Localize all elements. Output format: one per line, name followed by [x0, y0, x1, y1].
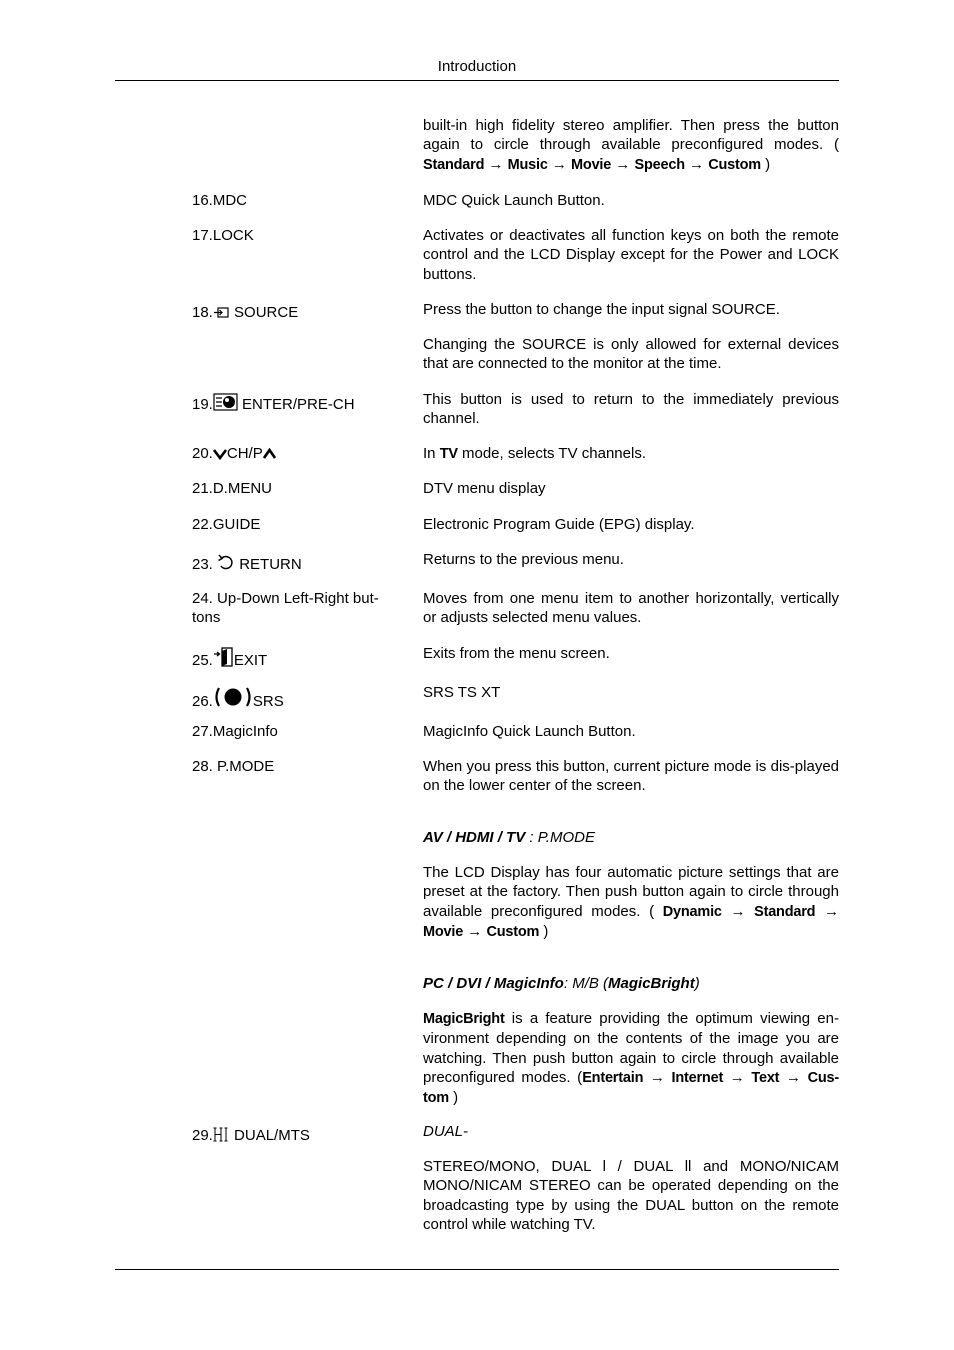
item-desc-arrow-buttons: Moves from one menu item to another horizontally, vertically or adjusts selected menu values.	[423, 590, 839, 627]
item-label-p-mode: 28. P.MODE	[192, 758, 275, 775]
mode-standard: Standard	[754, 903, 816, 920]
item-label-d-menu: 21.D.MENU	[192, 480, 273, 497]
intro-text: built-in high fidelity stereo amplifier. Then press the button again to circle through available preconfigured modes. ( Standard → Music → Movie → Speech → Custom )	[423, 117, 839, 173]
item-desc-dual-mts: STEREO/MONO, DUAL l / DUAL ll and MONO/NICAM MONO/NICAM STEREO can be operated depending on the broadcasting type by using the DUAL button on the remote control while watching TV.	[423, 1158, 839, 1233]
item-desc-enter-pre-ch: This button is used to return to the immediately previous channel.	[423, 391, 839, 428]
item-desc-p-mode: When you press this button, current picture mode is dis-played on the lower center of the screen.	[423, 758, 839, 795]
footer-divider	[115, 1269, 839, 1270]
item-desc-source-note: Changing the SOURCE is only allowed for external devices that are connected to the monitor at the time.	[423, 336, 839, 373]
item-label-source: 18. SOURCE	[192, 304, 299, 321]
item-label-magicinfo: 27.MagicInfo	[192, 723, 278, 740]
item-label-exit: 25. EXIT	[192, 647, 402, 670]
pc-dvi-magicinfo-heading: PC / DVI / MagicInfo: M/B (MagicBright)	[423, 975, 700, 992]
item-label-ch-p: 20. CH/P	[192, 444, 402, 463]
item-label-guide: 22.GUIDE	[192, 516, 261, 533]
item-label-arrow-buttons: 24. Up-Down Left-Right but- tons	[192, 590, 379, 626]
item-label-enter-pre-ch: 19. ENTER/PRE-CH	[192, 393, 402, 414]
mode-movie: Movie	[423, 923, 464, 940]
item-desc-ch-p: In TV mode, selects TV channels.	[423, 445, 646, 462]
item-desc-mdc: MDC Quick Launch Button.	[423, 192, 605, 209]
item-label-dual-mts: 29. DUAL/MTS	[192, 1127, 310, 1144]
mode-entertain: Entertain	[582, 1069, 644, 1086]
item-desc-guide: Electronic Program Guide (EPG) display.	[423, 516, 695, 533]
header-divider	[115, 80, 839, 81]
item-label-lock: 17.LOCK	[192, 227, 254, 244]
item-desc-dual-heading: DUAL-	[423, 1123, 469, 1140]
exit-icon	[213, 647, 234, 667]
mode-standard: Standard	[423, 156, 485, 173]
mode-custom: Cus-tom	[423, 1069, 840, 1107]
item-desc-exit: Exits from the menu screen.	[423, 645, 610, 662]
mode-movie: Movie	[571, 156, 612, 173]
magicbright-term: MagicBright	[423, 1011, 505, 1027]
magicbright-text: MagicBright is a feature providing the optimum viewing en-vironment depending on the contents of the image you are watching. Then push button again to circle through available preconfigured modes. (Entertain → Internet → Text → Cus-tom )	[423, 1010, 840, 1107]
mode-speech: Speech	[634, 156, 685, 173]
return-icon	[217, 554, 235, 571]
mode-internet: Internet	[671, 1069, 724, 1086]
mode-custom: Custom	[708, 156, 761, 173]
mode-text: Text	[751, 1069, 780, 1086]
tv-term: TV	[439, 446, 458, 462]
srs-icon	[213, 686, 253, 708]
mode-dynamic: Dynamic	[662, 903, 722, 920]
source-icon	[213, 307, 230, 319]
chevron-up-icon	[263, 448, 276, 460]
item-desc-return: Returns to the previous menu.	[423, 551, 624, 568]
item-desc-lock: Activates or deactivates all function keys on both the remote control and the LCD Display except for the Power and LOCK buttons.	[423, 227, 839, 283]
mode-music: Music	[507, 156, 548, 173]
item-desc-d-menu: DTV menu display	[423, 480, 546, 497]
chevron-down-icon	[213, 448, 227, 460]
intro-sentence: built-in high fidelity stereo amplifier. Then press the button again to circle through available preconfigured modes. (	[423, 117, 839, 154]
dual-icon	[213, 1127, 230, 1142]
av-mode-text: The LCD Display has four automatic picture settings that are preset at the factory. Then push button again to circle through available preconfigured modes. ( Dynamic → Standard → Movie → Custom )	[423, 864, 839, 940]
item-label-srs: 26. SRS	[192, 686, 402, 711]
page-header: Introduction	[437, 58, 517, 75]
av-hdmi-tv-heading: AV / HDMI / TV : P.MODE	[423, 829, 595, 846]
item-desc-srs: SRS TS XT	[423, 684, 501, 701]
item-label-return: 23. RETURN	[192, 556, 302, 573]
mode-custom: Custom	[486, 923, 540, 940]
item-desc-source: Press the button to change the input signal SOURCE.	[423, 301, 780, 318]
enter-pre-ch-icon	[213, 393, 238, 411]
item-label-mdc: 16.MDC	[192, 192, 248, 209]
item-desc-magicinfo: MagicInfo Quick Launch Button.	[423, 723, 636, 740]
